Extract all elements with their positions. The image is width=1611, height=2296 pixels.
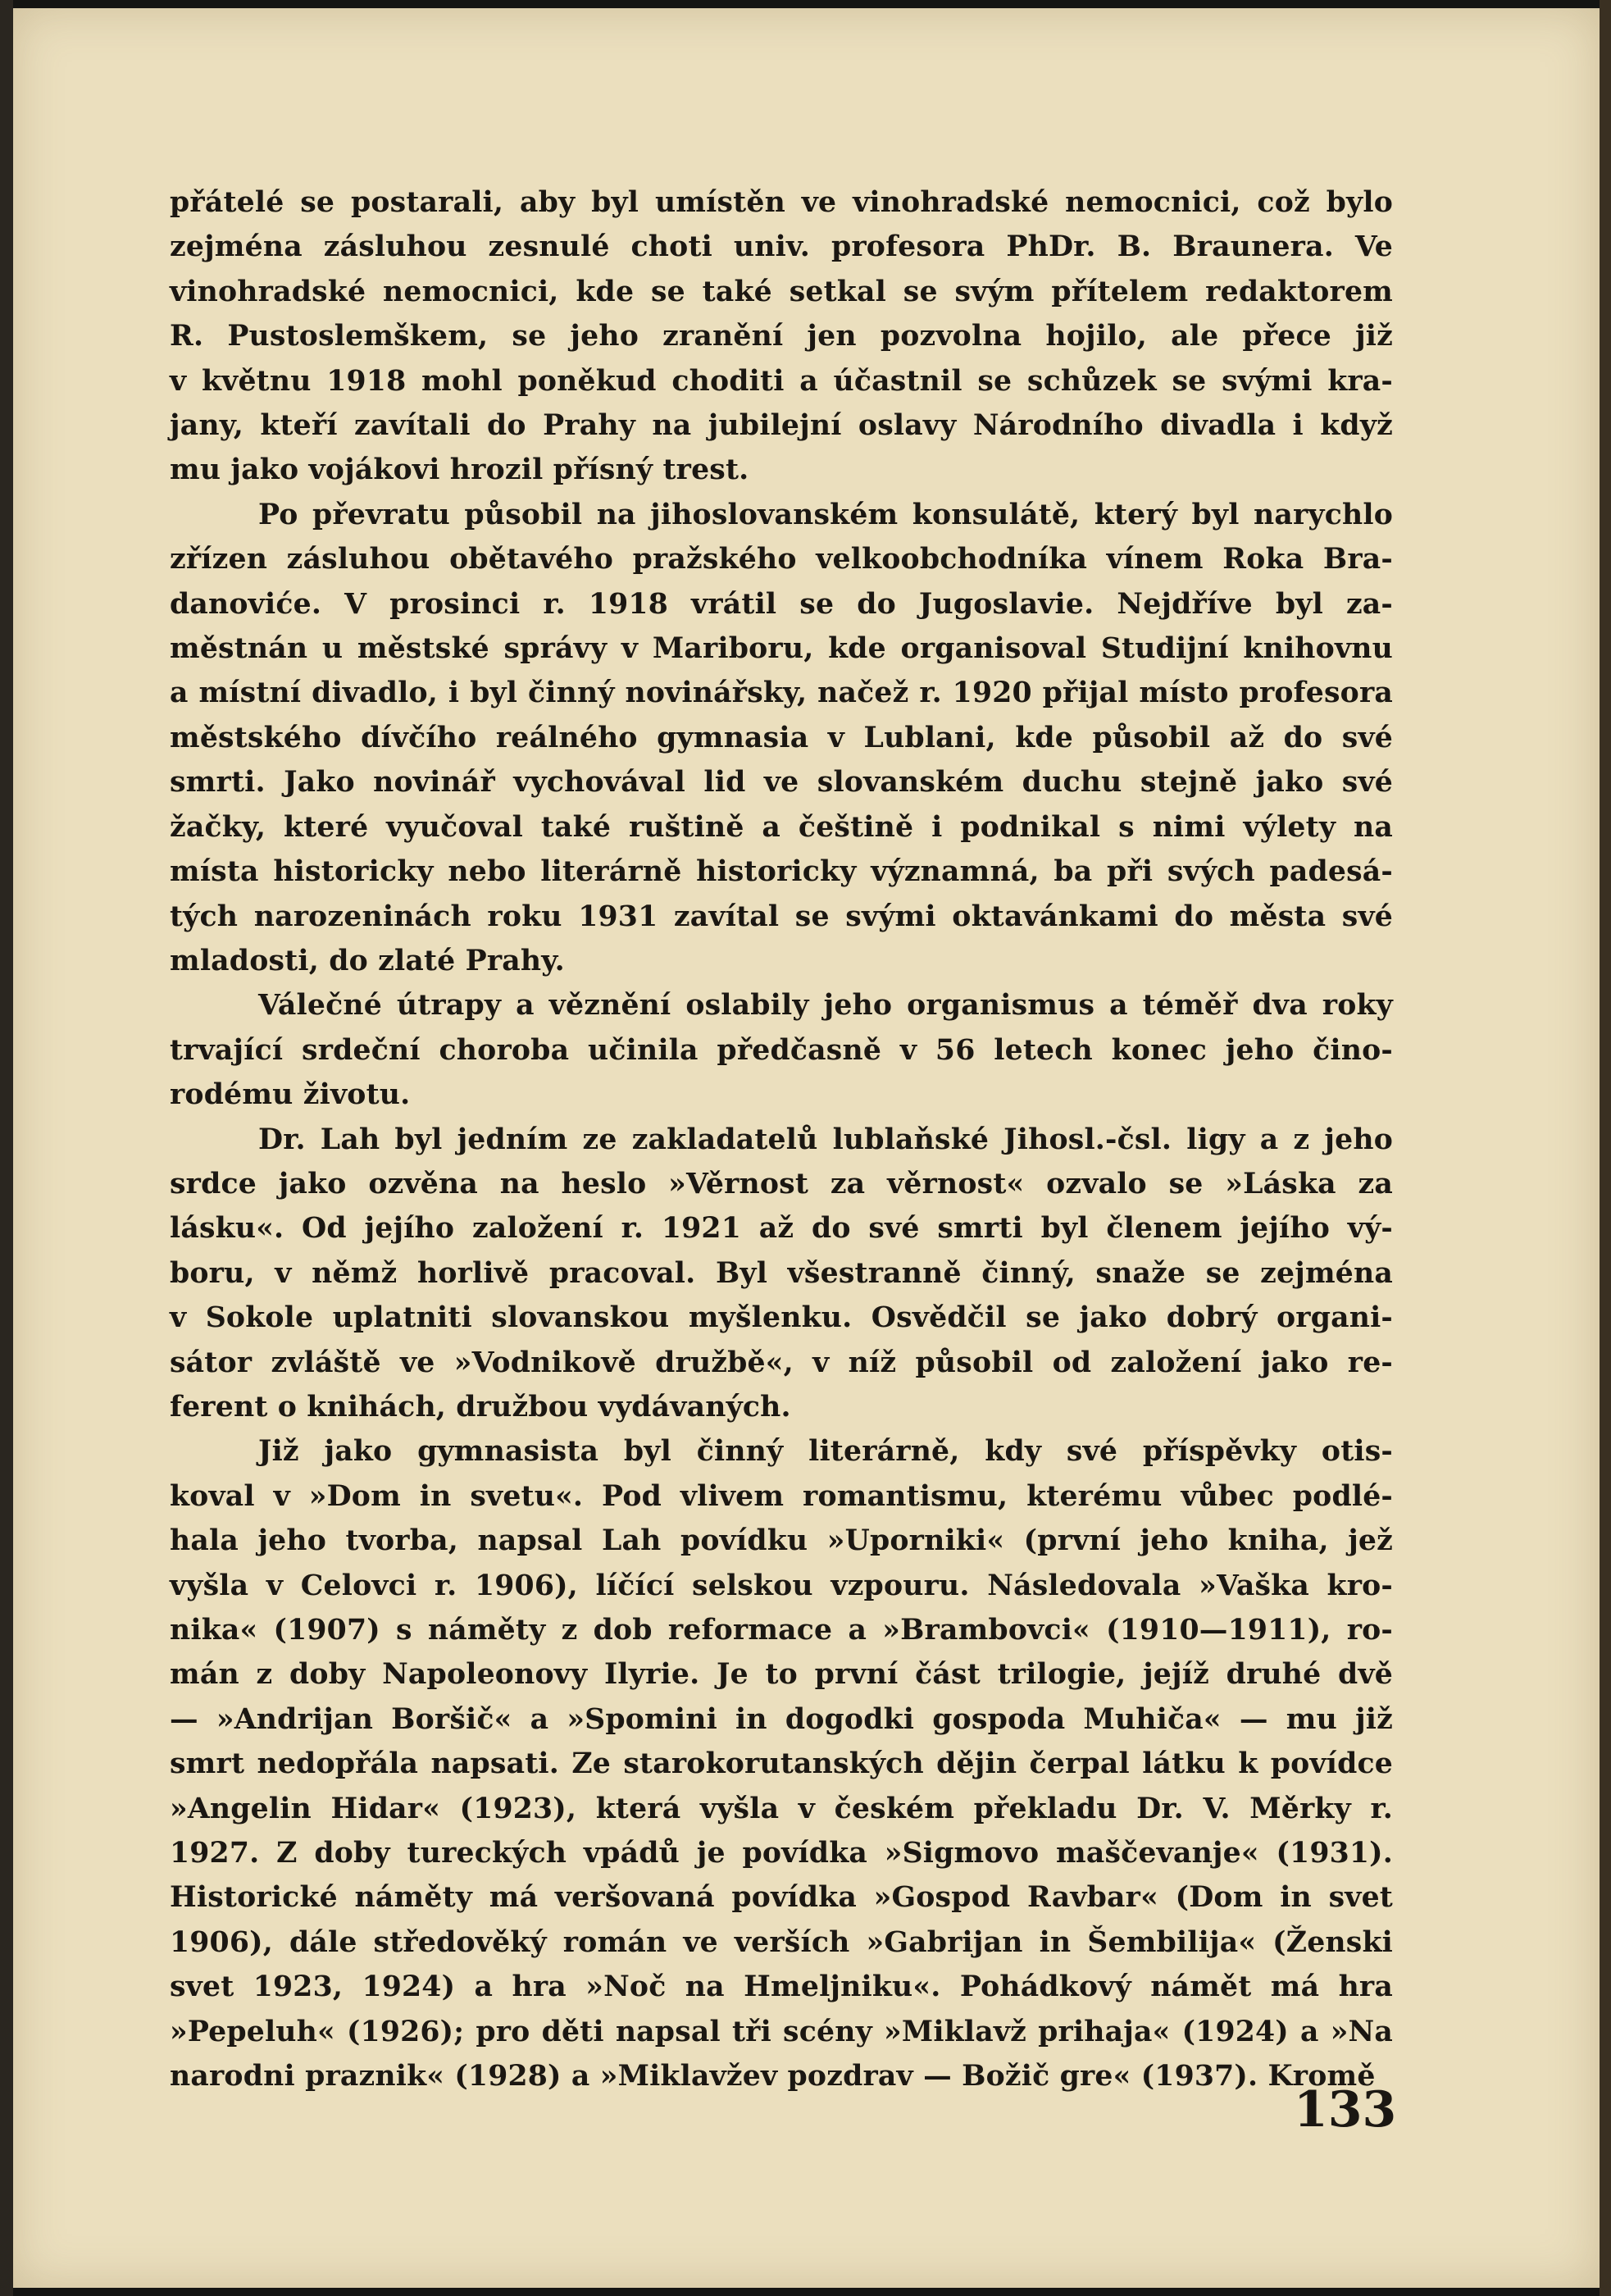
- text-line: v Sokole uplatniti slovanskou myšlenku. Osvědčil se jako dobrý organi-: [170, 1301, 1393, 1335]
- text-line: trvající srdeční choroba učinila předčasně v 56 letech konec jeho čino-: [170, 1032, 1393, 1067]
- text-line: »Pepeluh« (1926); pro děti napsal tři scény »Miklavž prihaja« (1924) a »Na: [170, 2014, 1393, 2048]
- text-line: R. Pustoslemškem, se jeho zranění jen pozvolna hojilo, ale přece již: [170, 319, 1393, 353]
- text-line: zřízen zásluhou obětavého pražského velkoobchodníka vínem Roka Bra-: [170, 542, 1393, 576]
- text-line: ferent o knihách, družbou vydávaných.: [170, 1389, 791, 1424]
- text-line: — »Andrijan Boršič« a »Spomini in dogodki gospoda Muhiča« — mu již: [170, 1702, 1393, 1736]
- text-line: rodému životu.: [170, 1077, 411, 1112]
- text-line: sátor zvláště ve »Vodnikově družbě«, v níž působil od založení jako re-: [170, 1345, 1393, 1379]
- text-line: městského dívčího reálného gymnasia v Lublani, kde působil až do své: [170, 720, 1393, 754]
- text-line: mu jako vojákovi hrozil přísný trest.: [170, 453, 749, 487]
- text-line: mladosti, do zlaté Prahy.: [170, 943, 565, 977]
- text-line: lásku«. Od jejího založení r. 1921 až do své smrti byl členem jejího vý-: [170, 1211, 1393, 1246]
- text-line: v květnu 1918 mohl poněkud choditi a účastnil se schůzek se svými kra-: [170, 363, 1393, 398]
- text-line: žačky, které vyučoval také ruštině a češtině i podnikal s nimi výlety na: [170, 809, 1393, 844]
- text-line: vinohradské nemocnici, kde se také setkal se svým přítelem redaktorem: [170, 274, 1393, 308]
- text-line: a místní divadlo, i byl činný novinářsky, načež r. 1920 přijal místo profesora: [170, 676, 1393, 710]
- text-line: svet 1923, 1924) a hra »Noč na Hmeljniku«. Pohádkový námět má hra: [170, 1970, 1393, 2004]
- book-spine-edge: [0, 0, 13, 2296]
- text-line: hala jeho tvorba, napsal Lah povídku »Uporniki« (první jeho kniha, jež: [170, 1524, 1393, 1558]
- paragraph: [170, 1429, 1393, 2098]
- text-line: 1927. Z doby tureckých vpádů je povídka »Sigmovo maščevanje« (1931).: [170, 1836, 1393, 1870]
- paragraph: [170, 493, 1393, 983]
- text-line: smrti. Jako novinář vychovával lid ve slovanském duchu stejně jako své: [170, 765, 1393, 800]
- text-line: nika« (1907) s náměty z dob reformace a »Brambovci« (1910—1911), ro-: [170, 1613, 1393, 1647]
- text-line: Dr. Lah byl jedním ze zakladatelů lublaňské Jihosl.-čsl. ligy a z jeho: [258, 1122, 1393, 1156]
- paragraph: [170, 1118, 1393, 1430]
- text-line: přátelé se postarali, aby byl umístěn ve vinohradské nemocnici, což bylo: [170, 185, 1393, 219]
- text-line: narodni praznik« (1928) a »Miklavžev pozdrav — Božič gre« (1937). Kromě: [170, 2059, 1376, 2093]
- text-line: Již jako gymnasista byl činný literárně, kdy své příspěvky otis-: [258, 1434, 1393, 1469]
- text-line: boru, v němž horlivě pracoval. Byl všestranně činný, snaže se zejména: [170, 1255, 1393, 1290]
- text-line: místa historicky nebo literárně historicky významná, ba při svých padesá-: [170, 854, 1393, 889]
- text-line: zejména zásluhou zesnulé choti univ. profesora PhDr. B. Braunera. Ve: [170, 230, 1393, 264]
- page-number: 133: [1294, 2081, 1397, 2139]
- text-line: Válečné útrapy a věznění oslabily jeho organismus a téměř dva roky: [258, 988, 1393, 1023]
- text-line: danoviće. V prosinci r. 1918 vrátil se do Jugoslavie. Nejdříve byl za-: [170, 586, 1393, 621]
- text-line: mán z doby Napoleonovy Ilyrie. Je to první část trilogie, jejíž druhé dvě: [170, 1657, 1393, 1692]
- text-line: srdce jako ozvěna na heslo »Věrnost za věrnost« ozvalo se »Láska za: [170, 1166, 1393, 1200]
- paragraph: [170, 180, 1393, 493]
- text-line: tých narozeninách roku 1931 zavítal se svými oktavánkami do města své: [170, 899, 1393, 933]
- text-line: městnán u městské správy v Mariboru, kde organisoval Studijní knihovnu: [170, 631, 1393, 666]
- text-line: Historické náměty má veršovaná povídka »Gospod Ravbar« (Dom in svet: [170, 1880, 1393, 1915]
- text-line: vyšla v Celovci r. 1906), líčící selskou vzpouru. Následovala »Vaška kro-: [170, 1568, 1393, 1602]
- text-line: smrt nedopřála napsati. Ze starokorutanských dějin čerpal látku k povídce: [170, 1747, 1393, 1781]
- text-line: Po převratu působil na jihoslovanském konsulátě, který byl narychlo: [258, 497, 1393, 531]
- text-line: jany, kteří zavítali do Prahy na jubilejní oslavy Národního divadla i když: [170, 408, 1393, 443]
- book-fore-edge: [1600, 0, 1611, 2296]
- text-line: koval v »Dom in svetu«. Pod vlivem romantismu, kterému vůbec podlé-: [170, 1478, 1393, 1513]
- body-text: [170, 180, 1393, 2098]
- paragraph: [170, 983, 1393, 1117]
- text-line: 1906), dále středověký román ve verších »Gabrijan in Šembilija« (Ženski: [170, 1925, 1393, 1959]
- text-line: »Angelin Hidar« (1923), která vyšla v českém překladu Dr. V. Měrky r.: [170, 1791, 1393, 1825]
